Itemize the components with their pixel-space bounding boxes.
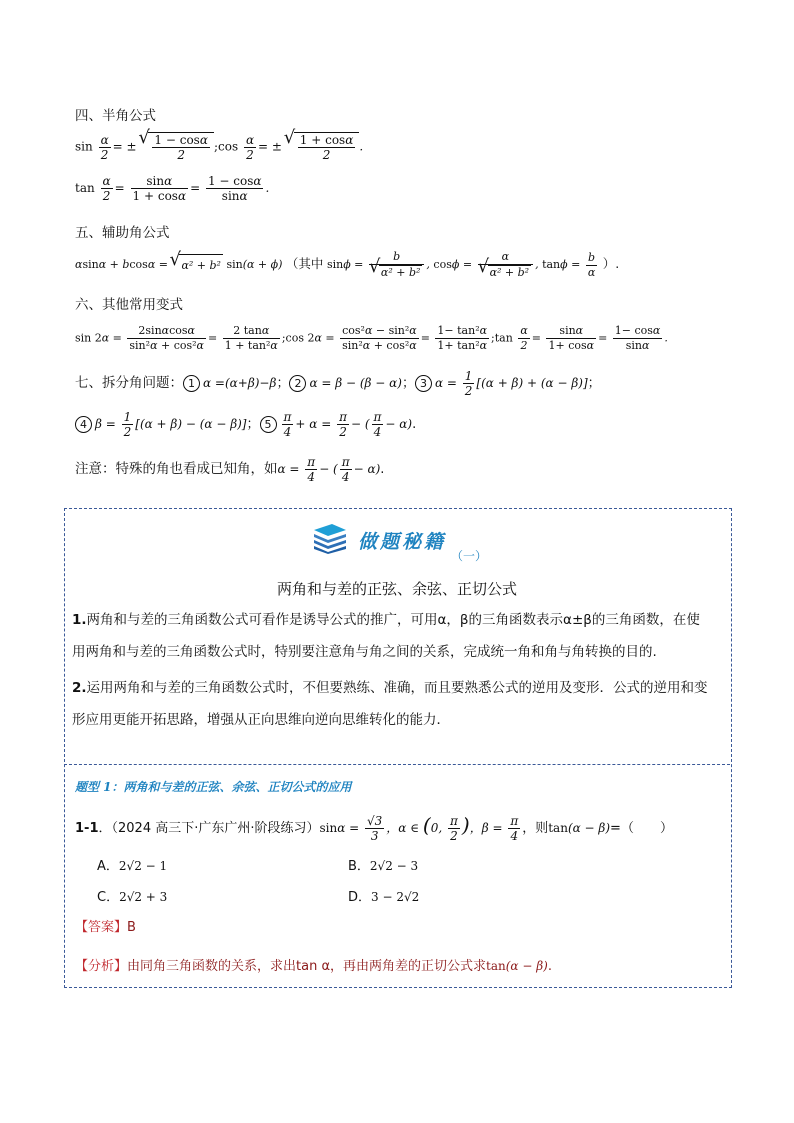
auxiliary-note-open: （其中 (285, 256, 324, 271)
analysis-tag: 【分析】 (75, 959, 128, 974)
option-c[interactable]: C．2√2 + 3 (97, 890, 168, 905)
answer-tag: 【答案】 (75, 920, 128, 935)
banner-subtitle: （一） (451, 549, 488, 563)
option-b[interactable]: B．2√2 − 3 (348, 859, 419, 874)
half-angle-sin-cos-formula: sin $\frac{\alpha}{2}$ = ± √ $\frac{1 - \cos\alpha}{2}$ ;cos $\frac{\alpha}{2}$ = ± √ $\frac{1 + \cos\alpha}{2}$ . (75, 132, 363, 162)
half-angle-tan-formula: tan $\frac{\alpha}{2}$ = $\frac{\sin\alpha}{1 + \cos\alpha}$ = $\frac{1 - \cos\alpha}{\sin\alpha}$ . (75, 174, 270, 203)
tip-paragraph-1: 1.两角和与差的三角函数公式可看作是诱导公式的推广，可用α，β的三角函数表示α±β的三角函数，在使 用两角和与差的三角函数公式时，特别要注意角与角之间的关系，完成统一角和角与角转换的目的. (72, 612, 700, 660)
auxiliary-angle-formula: αsinα + bcosα = √ α² + b² sin(α + ϕ) （其中 sinϕ = b √ α² + b² , cosϕ = α √ α² + b² , tanϕ = $\frac{b}{\alpha}$ ）. (75, 250, 619, 280)
banner-title: 做题秘籍 (358, 531, 447, 553)
analysis-line: 【分析】由同角三角函数的关系，求出tan α，再由两角差的正切公式求tan(α − β). (75, 959, 552, 974)
auxiliary-note-close: ）. (602, 256, 620, 271)
section-6-title: 六、其他常用变式 (75, 297, 183, 313)
box-title: 两角和与差的正弦、余弦、正切公式 (276, 580, 517, 598)
section-5-title: 五、辅助角公式 (75, 225, 170, 241)
books-icon (312, 522, 348, 554)
section-4-title: 四、半角公式 (75, 108, 156, 124)
box-divider (64, 764, 730, 765)
answer-line (75, 917, 136, 939)
split-angle-line-1: 七、拆分角问题： 1 α =(α+β)−β； 2 α = β − (β − α)； 3 α = $\frac{1}{2}$ [(α + β) + (α − β)]； (75, 369, 601, 398)
option-d[interactable]: D．3 − 2√2 (348, 890, 420, 905)
section-7-title: 七、拆分角问题： (75, 375, 183, 391)
answer-value: B (127, 920, 136, 935)
question-1-1: 1-1．（2024 高三下·广东广州·阶段练习）sinα = $\frac{√3}{3}$ ，α ∈ (0, $\frac{\pi}{2}$ )，β = $\frac{\pi}{4}$ ，则tan(α − β)=（ ） (75, 813, 673, 843)
split-angle-line-2: 4 β = $\frac{1}{2}$ [(α + β) − (α − β)]； 5 $\frac{\pi}{4}$ + α = $\frac{\pi}{2}$ − ( $\frac{\pi}{4}$ − α). (75, 410, 416, 439)
analysis-text: 由同角三角函数的关系，求出tan α，再由两角差的正切公式求 (127, 959, 487, 974)
question-source: ．（2024 高三下·广东广州·阶段练习） (98, 821, 320, 836)
tip-paragraph-2: 2.运用两角和与差的三角函数公式时，不但要熟练、准确，而且要熟悉公式的逆用及变形．公式的逆用和变 形应用更能开拓思路，增强从正向思维向逆向思维转化的能力． (72, 680, 708, 728)
question-type-label: 题型 1：两角和与差的正弦、余弦、正切公式的应用 (75, 780, 352, 794)
special-angle-note: 注意：特殊的角也看成已知角，如α = $\frac{\pi}{4}$ − ( $\frac{\pi}{4}$ − α). (75, 455, 385, 484)
common-identities-formula: sin 2α = $\frac{2\sin\alpha\cos\alpha}{\text{sin²α + cos²α}}$ = $\frac{2 \tan\alpha}{\text{1 + tan²α}}$ ;cos 2α = $\frac{\text{cos²α − sin²α}}{\text{sin²α + cos²α}}$ = $\frac{\text{1− tan²α}}{\text{1+ tan²α}}$ ;tan $\frac{\alpha}{2}$ = $\frac{\sin\alpha}{1+ \cos\alpha}$ = $\frac{1- \cos\alpha}{\sin\alpha}$ . (75, 324, 668, 352)
question-number: 1-1 (75, 821, 99, 836)
option-a[interactable]: A．2√2 − 1 (97, 859, 168, 874)
